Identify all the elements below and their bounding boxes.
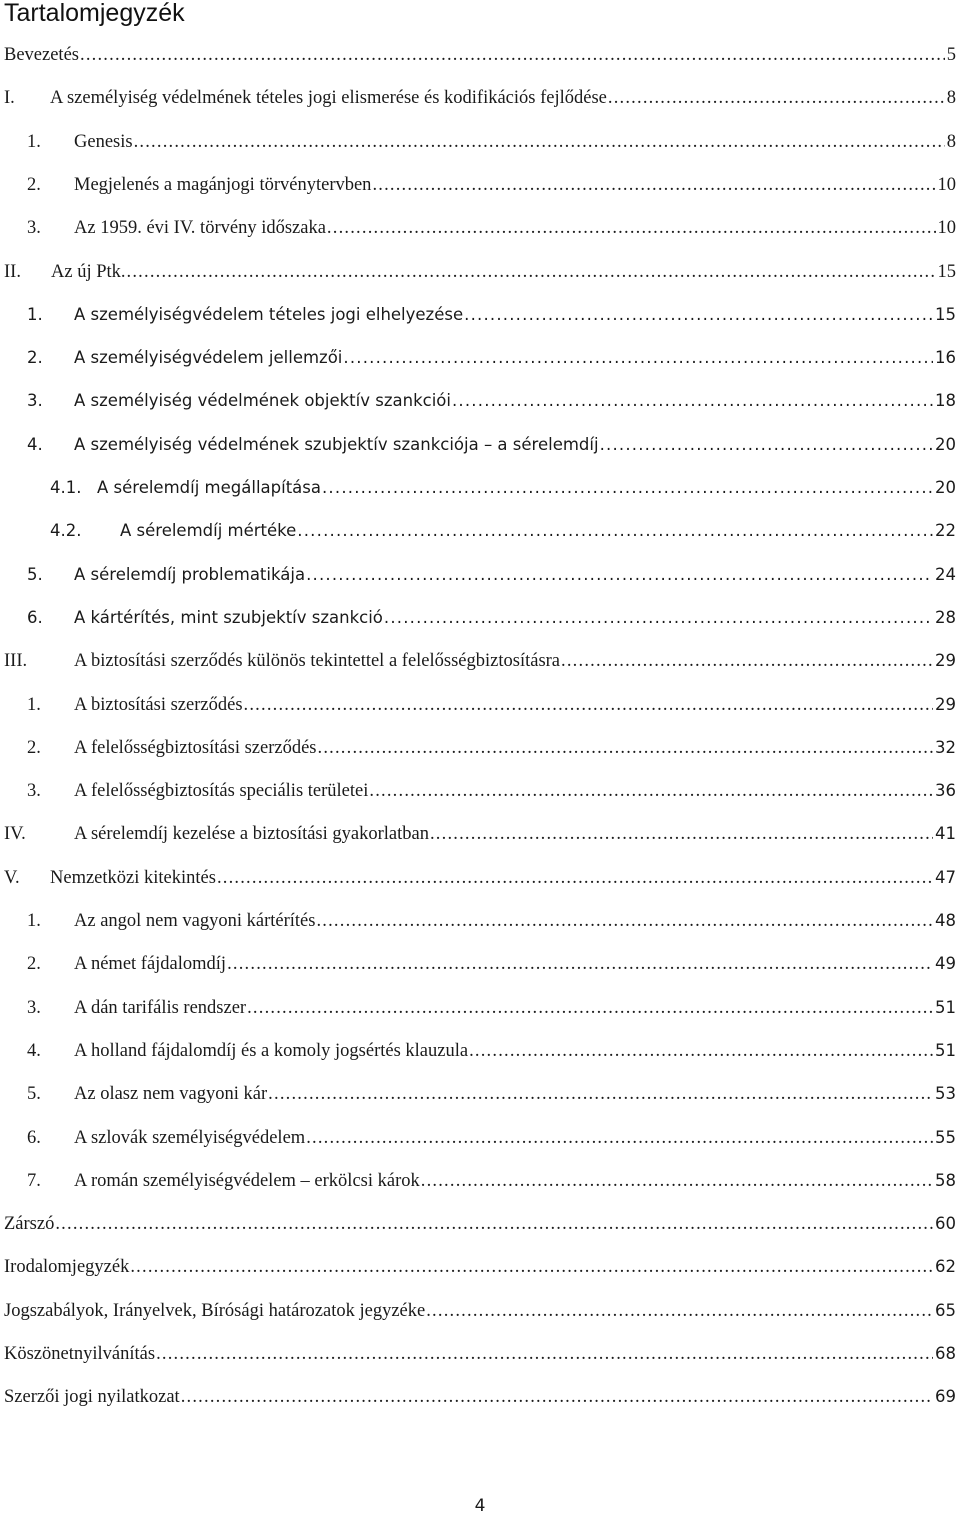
toc-entry-title: A személyiség védelmének objektív szankciói — [74, 386, 451, 416]
toc-entry-page: 51 — [933, 1036, 960, 1066]
toc-entry[interactable] — [0, 776, 960, 806]
toc-title: Tartalomjegyzék — [4, 0, 185, 29]
toc-entry-page: 47 — [933, 863, 960, 893]
toc-entry-title: Az új Ptk. — [51, 257, 126, 287]
toc-entry[interactable] — [0, 1166, 960, 1196]
toc-entry-page: 10 — [936, 213, 960, 243]
toc-entry-number: 2. — [27, 949, 74, 979]
toc-entry-number: 3. — [27, 213, 74, 243]
toc-entry-number: 1. — [27, 127, 74, 157]
toc-entry-title: A szlovák személyiségvédelem — [74, 1123, 305, 1153]
toc-entry-title: Irodalomjegyzék — [4, 1252, 129, 1282]
toc-entry-title: A dán tarifális rendszer — [74, 993, 246, 1023]
toc-entry[interactable] — [0, 386, 960, 416]
toc-entry-page: 15 — [933, 300, 960, 330]
toc-dot-leader — [464, 300, 933, 330]
toc-entry-title: A kártérítés, mint szubjektív szankció — [74, 603, 383, 633]
toc-dot-leader — [227, 949, 933, 979]
toc-entry-title: A román személyiségvédelem – erkölcsi károk — [74, 1166, 420, 1196]
toc-dot-leader — [322, 473, 933, 503]
toc-entry-page: 58 — [933, 1166, 960, 1196]
toc-dot-leader — [181, 1382, 933, 1412]
toc-dot-leader — [318, 733, 934, 763]
toc-entry-number: 3. — [27, 386, 74, 416]
toc-entry-page: 55 — [933, 1123, 960, 1153]
toc-dot-leader — [244, 690, 933, 720]
toc-entry-number: I. — [4, 83, 50, 113]
toc-entry-title: A német fájdalomdíj — [74, 949, 226, 979]
toc-entry-title: A felelősségbiztosítási szerződés — [74, 733, 317, 763]
toc-entry-number: 4.1. — [50, 473, 97, 503]
toc-entry-title: Genesis — [74, 127, 133, 157]
toc-dot-leader — [268, 1079, 933, 1109]
toc-dot-leader — [384, 603, 933, 633]
toc-entry-title: Köszönetnyilvánítás — [4, 1339, 155, 1369]
toc-entry-page: 62 — [933, 1252, 960, 1282]
toc-entry[interactable] — [0, 1382, 960, 1412]
toc-entry[interactable] — [0, 949, 960, 979]
toc-entry-page: 51 — [933, 993, 960, 1023]
toc-entry[interactable] — [0, 430, 960, 460]
toc-entry-page: 16 — [933, 343, 960, 373]
toc-entry-number: 4.2. — [50, 516, 120, 546]
toc-entry-title: A biztosítási szerződés — [74, 690, 243, 720]
toc-entry-title: Bevezetés — [4, 40, 79, 70]
toc-dot-leader — [127, 257, 936, 287]
toc-entry-page: 8 — [945, 127, 960, 157]
toc-entry-page: 28 — [933, 603, 960, 633]
toc-entry-page: 36 — [933, 776, 960, 806]
toc-entry-title: A sérelemdíj kezelése a biztosítási gyakorlatban — [74, 819, 429, 849]
page-number: 4 — [0, 1496, 960, 1516]
toc-entry[interactable] — [0, 516, 960, 546]
toc-entry-number: 5. — [27, 560, 74, 590]
toc-entry[interactable] — [0, 819, 960, 849]
toc-entry-number: 2. — [27, 733, 74, 763]
toc-entry[interactable] — [0, 863, 960, 893]
toc-entry-title: Szerzői jogi nyilatkozat — [4, 1382, 180, 1412]
toc-entry-title: A személyiség védelmének tételes jogi elismerése és kodifikációs fejlődése — [50, 83, 607, 113]
toc-dot-leader — [80, 40, 945, 70]
toc-entry-number: 3. — [27, 993, 74, 1023]
toc-entry-page: 22 — [933, 516, 960, 546]
toc-entry-title: Az olasz nem vagyoni kár — [74, 1079, 267, 1109]
toc-dot-leader — [600, 430, 933, 460]
toc-entry-page: 20 — [933, 473, 960, 503]
toc-entry-title: A holland fájdalomdíj és a komoly jogsértés klauzula — [74, 1036, 468, 1066]
toc-entry-page: 48 — [933, 906, 960, 936]
toc-dot-leader — [306, 1123, 933, 1153]
toc-entry-number: 7. — [27, 1166, 74, 1196]
toc-entry-number: IV. — [4, 819, 74, 849]
toc-entry-number: III. — [4, 646, 74, 676]
toc-entry[interactable] — [0, 257, 960, 287]
toc-entry-title: A sérelemdíj problematikája — [74, 560, 305, 590]
toc-entry-number: V. — [4, 863, 50, 893]
toc-dot-leader — [217, 863, 933, 893]
toc-dot-leader — [297, 516, 933, 546]
toc-dot-leader — [426, 1296, 933, 1326]
toc-entry[interactable] — [0, 1209, 960, 1239]
toc-entry[interactable] — [0, 603, 960, 633]
toc-dot-leader — [372, 170, 935, 200]
toc-entry[interactable] — [0, 83, 960, 113]
toc-entry-page: 5 — [945, 40, 960, 70]
toc-entry-page: 32 — [933, 733, 960, 763]
toc-entry[interactable] — [0, 170, 960, 200]
toc-entry[interactable] — [0, 646, 960, 676]
toc-entry[interactable] — [0, 1123, 960, 1153]
toc-entry[interactable] — [0, 906, 960, 936]
toc-entry-title: A személyiség védelmének szubjektív szankciója – a sérelemdíj — [74, 430, 599, 460]
toc-entry-title: Az angol nem vagyoni kártérítés — [74, 906, 315, 936]
toc-entry-title: Zárszó — [4, 1209, 54, 1239]
toc-entry[interactable] — [0, 473, 960, 503]
toc-entry-title: A sérelemdíj mértéke — [120, 516, 296, 546]
toc-entry-title: A sérelemdíj megállapítása — [97, 473, 321, 503]
toc-dot-leader — [306, 560, 933, 590]
toc-entry-page: 15 — [936, 257, 960, 287]
toc-entry-title: A biztosítási szerződés különös tekintettel a felelősségbiztosításra — [74, 646, 560, 676]
toc-entry-number: 6. — [27, 603, 74, 633]
toc-entry[interactable] — [0, 40, 960, 70]
toc-entry-number: 3. — [27, 776, 74, 806]
toc-dot-leader — [421, 1166, 933, 1196]
toc-dot-leader — [130, 1252, 933, 1282]
toc-entry[interactable] — [0, 1252, 960, 1282]
toc-dot-leader — [247, 993, 933, 1023]
toc-entry-number: 4. — [27, 430, 74, 460]
toc-entry-title: Az 1959. évi IV. törvény időszaka — [74, 213, 326, 243]
toc-dot-leader — [452, 386, 933, 416]
toc-entry-page: 8 — [945, 83, 960, 113]
toc-entry[interactable] — [0, 1036, 960, 1066]
toc-entry-page: 20 — [933, 430, 960, 460]
toc-dot-leader — [134, 127, 945, 157]
toc-entry-title: Nemzetközi kitekintés — [50, 863, 216, 893]
toc-entry-page: 68 — [933, 1339, 960, 1369]
toc-dot-leader — [55, 1209, 933, 1239]
toc-entry-number: 1. — [27, 906, 74, 936]
toc-entry-page: 41 — [933, 819, 960, 849]
toc-dot-leader — [327, 213, 936, 243]
toc-entry[interactable] — [0, 300, 960, 330]
toc-entry-number: 2. — [27, 343, 74, 373]
toc-entry-number: 1. — [27, 300, 74, 330]
toc-entry-number: 6. — [27, 1123, 74, 1153]
toc-entry[interactable] — [0, 127, 960, 157]
toc-entry-page: 65 — [933, 1296, 960, 1326]
toc-entry-page: 29 — [933, 646, 960, 676]
toc-entry-page: 69 — [933, 1382, 960, 1412]
toc-entry-page: 29 — [933, 690, 960, 720]
toc-entry[interactable] — [0, 993, 960, 1023]
toc-entry-title: A személyiségvédelem jellemzői — [74, 343, 342, 373]
toc-entry[interactable] — [0, 213, 960, 243]
toc-entry-number: 4. — [27, 1036, 74, 1066]
toc-entry-title: Jogszabályok, Irányelvek, Bírósági határozatok jegyzéke — [4, 1296, 425, 1326]
toc-dot-leader — [561, 646, 933, 676]
toc-entry-page: 10 — [936, 170, 960, 200]
toc-entry-number: 5. — [27, 1079, 74, 1109]
toc-entry-page: 53 — [933, 1079, 960, 1109]
toc-entry-page: 49 — [933, 949, 960, 979]
toc-entry-page: 60 — [933, 1209, 960, 1239]
toc-entry[interactable] — [0, 1339, 960, 1369]
toc-dot-leader — [469, 1036, 933, 1066]
toc-entry[interactable] — [0, 343, 960, 373]
toc-entry-title: Megjelenés a magánjogi törvénytervben — [74, 170, 371, 200]
toc-dot-leader — [608, 83, 945, 113]
toc-entry-page: 24 — [933, 560, 960, 590]
toc-entry-title: A személyiségvédelem tételes jogi elhelyezése — [74, 300, 463, 330]
toc-entry[interactable] — [0, 1079, 960, 1109]
toc-dot-leader — [369, 776, 933, 806]
toc-dot-leader — [430, 819, 933, 849]
toc-entry-number: II. — [4, 257, 51, 287]
toc-dot-leader — [343, 343, 933, 373]
toc-entry-title: A felelősségbiztosítás speciális területei — [74, 776, 368, 806]
toc-entry-number: 1. — [27, 690, 74, 720]
toc-entry-page: 18 — [933, 386, 960, 416]
toc-dot-leader — [156, 1339, 933, 1369]
toc-entry[interactable] — [0, 1296, 960, 1326]
toc-entry[interactable] — [0, 690, 960, 720]
toc-entry-number: 2. — [27, 170, 74, 200]
toc-entry[interactable] — [0, 733, 960, 763]
toc-dot-leader — [316, 906, 933, 936]
toc-entry[interactable] — [0, 560, 960, 590]
